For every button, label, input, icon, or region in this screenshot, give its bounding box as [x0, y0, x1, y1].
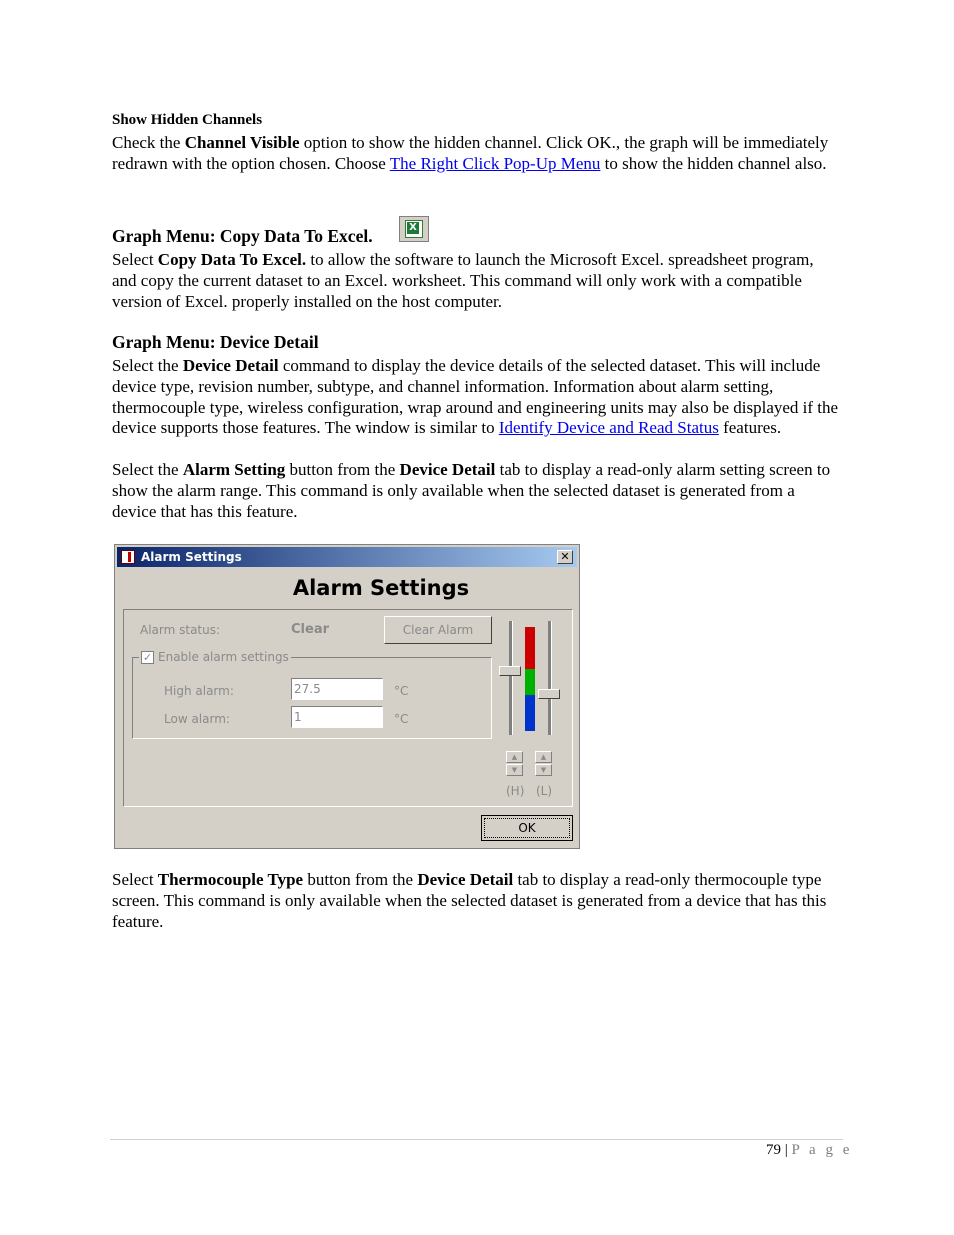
- ok-button[interactable]: [481, 815, 573, 841]
- low-zone-bar: [525, 695, 535, 731]
- high-alarm-field[interactable]: 27.5: [291, 678, 383, 700]
- page-number: 79 | P a g e: [766, 1142, 853, 1158]
- high-slider-thumb[interactable]: [499, 666, 521, 676]
- low-alarm-field[interactable]: 1: [291, 706, 383, 728]
- link-right-click-popup-menu[interactable]: The Right Click Pop-Up Menu: [389, 153, 601, 173]
- low-slider-thumb[interactable]: [538, 689, 560, 699]
- enable-alarm-label: Enable alarm settings: [158, 650, 289, 664]
- high-spin-down-button[interactable]: ▼: [506, 764, 523, 776]
- alarm-settings-dialog: [114, 544, 580, 849]
- dialog-window-title: Alarm Settings: [141, 550, 242, 564]
- app-icon: [121, 550, 135, 564]
- ok-button-label: OK: [484, 818, 570, 838]
- paragraph-device-detail: Select the Device Detail command to display the device details of the selected dataset. This will include device type, revision number, subtype, and channel information. Information about alarm setting, thermocouple type, wireless configuration, wrap around and engineering units may also be displayed if the device supports those features. The window is similar to Identify Device and Read Status features.: [112, 356, 839, 438]
- paragraph-alarm-setting: Select the Alarm Setting button from the Device Detail tab to display a read-only alarm setting screen to show the alarm range. This command is only available when the selected dataset is generated from a device that has this feature.: [112, 460, 831, 521]
- footer-divider: [110, 1139, 843, 1140]
- clear-alarm-button[interactable]: Clear Alarm: [384, 616, 492, 644]
- paragraph-thermocouple: Select Thermocouple Type button from the Device Detail tab to display a read-only thermocouple type screen. This command is only available when the selected dataset is generated from a device that has this feature.: [112, 870, 827, 931]
- dialog-heading: Alarm Settings: [292, 576, 470, 600]
- low-spin-up-button[interactable]: ▲: [535, 751, 552, 763]
- dialog-titlebar: [117, 547, 577, 567]
- low-slider-track[interactable]: [548, 621, 552, 735]
- low-alarm-label: Low alarm:: [164, 712, 230, 726]
- link-identify-device-read-status[interactable]: Identify Device and Read Status: [498, 418, 719, 438]
- excel-icon: X: [399, 216, 429, 242]
- high-spin-up-button[interactable]: ▲: [506, 751, 523, 763]
- low-alarm-unit: °C: [394, 712, 409, 726]
- paragraph-copy-excel: Select Copy Data To Excel. to allow the software to launch the Microsoft Excel. spreadsheet program, and copy the current dataset to an Excel. worksheet. This command will only work with a compatible version of Excel. properly installed on the host computer.: [112, 250, 814, 311]
- close-button[interactable]: ✕: [557, 550, 573, 564]
- high-zone-bar: [525, 627, 535, 669]
- paragraph-hidden-channels: Check the Channel Visible option to show the hidden channel. Click OK., the graph will be immediately redrawn with the option chosen. Choose The Right Click Pop-Up Menu to show the hidden channel also.: [112, 133, 829, 173]
- low-spin-label: (L): [536, 784, 553, 798]
- alarm-status-value: Clear: [291, 622, 329, 637]
- section-title-hidden-channels: Show Hidden Channels: [112, 112, 263, 128]
- normal-zone-bar: [525, 669, 535, 695]
- low-spin-down-button[interactable]: ▼: [535, 764, 552, 776]
- high-spin-label: (H): [506, 784, 525, 798]
- high-alarm-unit: °C: [394, 684, 409, 698]
- alarm-status-label: Alarm status:: [140, 623, 221, 637]
- heading-copy-data-to-excel: Graph Menu: Copy Data To Excel.: [112, 226, 373, 246]
- enable-alarm-checkbox-row[interactable]: [139, 650, 291, 664]
- enable-alarm-checkbox[interactable]: ✓: [142, 650, 153, 664]
- high-slider-track[interactable]: [509, 621, 513, 735]
- heading-device-detail: Graph Menu: Device Detail: [112, 332, 319, 352]
- bold-channel-visible: Channel Visible: [184, 133, 300, 152]
- high-alarm-label: High alarm:: [164, 684, 234, 698]
